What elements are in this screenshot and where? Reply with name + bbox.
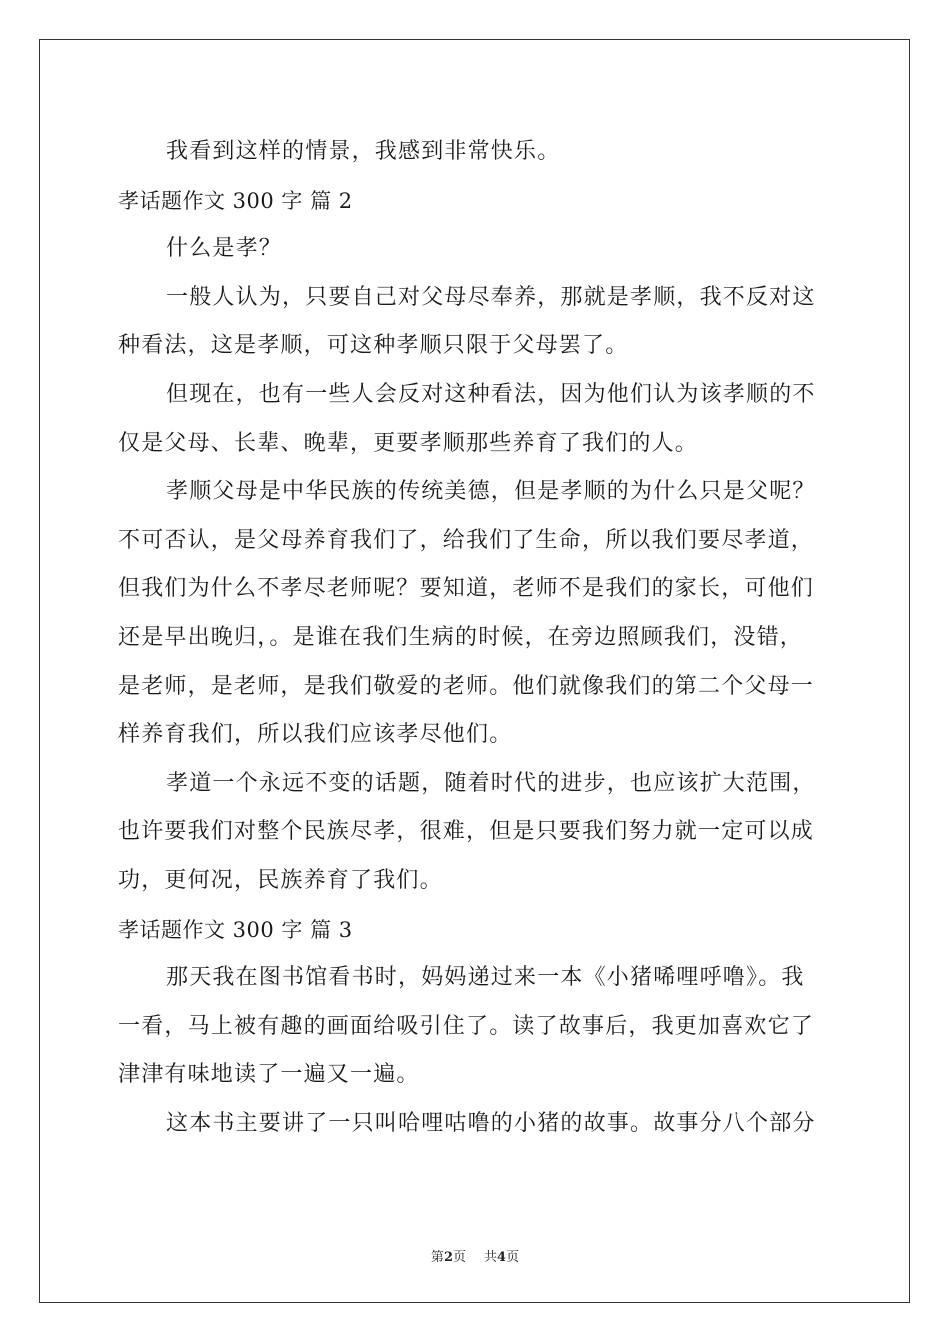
text-line: 一般人认为，只要自己对父母尽奉养，那就是孝顺，我不反对这 <box>166 284 816 310</box>
text-line: 还是早出晚归，。是谁在我们生病的时候，在旁边照顾我们，没错， <box>118 624 804 650</box>
text-line: 种看法，这是孝顺，可这种孝顺只限于父母罢了。 <box>118 333 629 359</box>
text-line: 津津有味地读了一遍又一遍。 <box>118 1062 420 1088</box>
text-line: 孝道一个永远不变的话题，随着时代的进步，也应该扩大范围， <box>166 770 816 796</box>
text-line: 不可否认，是父母养育我们了，给我们了生命，所以我们要尽孝道， <box>118 527 815 553</box>
text-line: 孝顺父母是中华民族的传统美德，但是孝顺的为什么只是父呢？ <box>166 479 816 505</box>
footer-total-prefix: 共 <box>484 1250 498 1265</box>
document-body <box>118 128 834 1148</box>
text-line: 但我们为什么不孝尽老师呢？要知道，老师不是我们的家长，可他们 <box>118 576 815 602</box>
text-line: 那天我在图书馆看书时，妈妈递过来一本《小猪唏哩呼噜》。我 <box>166 965 805 991</box>
footer-page-suffix: 页 <box>452 1250 466 1265</box>
text-line: 我看到这样的情景，我感到非常快乐。 <box>166 139 561 164</box>
text-line: 也许要我们对整个民族尽孝，很难，但是只要我们努力就一定可以成 <box>118 819 815 845</box>
section-heading: 孝话题作文 300 字 篇 2 <box>118 188 353 213</box>
page-footer <box>0 1246 950 1265</box>
text-line: 是老师，是老师，是我们敬爱的老师。他们就像我们的第二个父母一 <box>118 673 815 699</box>
footer-page-prefix: 第 <box>430 1250 444 1265</box>
footer-page-number: 2 <box>443 1250 453 1265</box>
text-line: 一看，马上被有趣的画面给吸引住了。读了故事后，我更加喜欢它了 <box>118 1013 815 1039</box>
footer-total-suffix: 页 <box>506 1250 520 1265</box>
section-heading: 孝话题作文 300 字 篇 3 <box>118 917 353 942</box>
footer-total-pages: 4 <box>497 1250 507 1265</box>
text-line: 这本书主要讲了一只叫哈哩咕噜的小猪的故事。故事分八个部分 <box>166 1110 816 1136</box>
text-line: 什么是孝？ <box>166 236 283 262</box>
text-line: 样养育我们，所以我们应该孝尽他们。 <box>118 722 513 748</box>
text-line: 但现在，也有一些人会反对这种看法，因为他们认为该孝顺的不 <box>166 381 816 407</box>
text-line: 功，更何况，民族养育了我们。 <box>118 867 443 893</box>
text-line: 仅是父母、长辈、晚辈，更要孝顺那些养育了我们的人。 <box>118 430 699 456</box>
